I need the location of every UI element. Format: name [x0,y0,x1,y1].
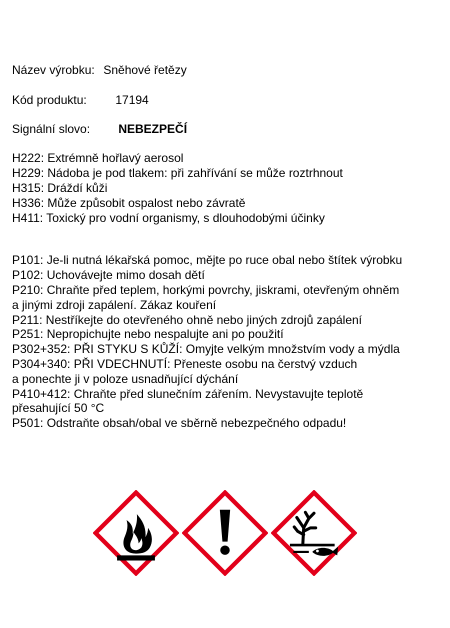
product-name-label: Název výrobku: [12,63,95,77]
precautionary-statement: P102: Uchovávejte mimo dosah dětí [12,268,205,282]
hazard-statement: H222: Extrémně hořlavý aerosol [12,151,184,165]
product-code-value: 17194 [115,93,149,107]
precautionary-statement: P410+412: Chraňte před slunečním zářením. Nevystavujte teplotě [12,387,364,401]
precautionary-statement: P304+340: PŘI VDECHNUTÍ: Přeneste osobu na čerstvý vzduch [12,357,358,371]
flame-icon [93,490,179,576]
signal-word-label: Signální slovo: [12,122,91,136]
hazard-statement: H411: Toxický pro vodní organismy, s dlouhodobými účinky [12,211,325,225]
precautionary-statement: P251: Nepropichujte nebo nespalujte ani po použití [12,327,284,341]
precautionary-statement: P210: Chraňte před teplem, horkými povrchy, jiskrami, otevřeným ohněm [12,283,400,297]
product-name-row [12,63,187,78]
precautionary-statement: P302+352: PŘI STYKU S KŮŽÍ: Omyjte velkým množstvím vody a mýdla [12,342,400,356]
hazard-statement: H229: Nádoba je pod tlakem: při zahřívání se může roztrhnout [12,166,343,180]
precautionary-statement: a jinými zdroji zapálení. Zákaz kouření [12,298,217,312]
exclamation-mark-icon [182,490,268,576]
precautionary-statement: P211: Nestříkejte do otevřeného ohně nebo jiných zdrojů zapálení [12,313,363,327]
signal-word-row [12,122,187,137]
precautionary-statement: P101: Je-li nutná lékařská pomoc, mějte po ruce obal nebo štítek výrobku [12,253,403,267]
product-code-label: Kód produktu: [12,93,87,107]
signal-word-value: NEBEZPEČÍ [118,122,188,136]
environment-icon [271,490,357,576]
product-name-value: Sněhové řetězy [103,63,187,77]
precautionary-statement: P501: Odstraňte obsah/obal ve sběrně nebezpečného odpadu! [12,416,347,430]
precautionary-statement: a ponechte ji v poloze usnadňující dýchání [12,372,239,386]
precautionary-statement: přesahující 50 °C [12,401,105,415]
product-code-row [12,93,149,108]
hazard-statement: H336: Může způsobit ospalost nebo závratě [12,196,246,210]
hazard-statement: H315: Dráždí kůži [12,181,108,195]
